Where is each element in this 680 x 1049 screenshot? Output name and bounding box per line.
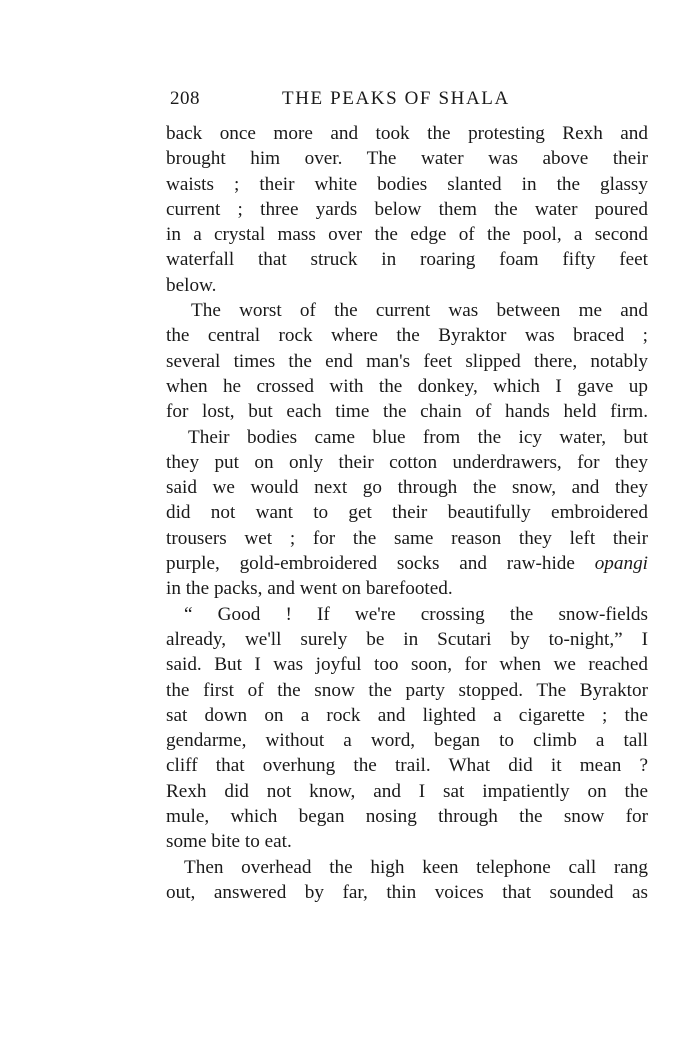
text-line: out, answered by far, thin voices that sounded as (166, 881, 648, 903)
text-line: the central rock where the Byraktor was braced ; (166, 325, 648, 347)
text-line: several times the end man's feet slipped there, notably (166, 350, 648, 372)
text-line: some bite to eat. (166, 831, 292, 853)
text-line: in a crystal mass over the edge of the pool, a second (166, 224, 648, 246)
text-line: said. But I was joyful too soon, for when we reached (166, 654, 648, 676)
body-text (166, 121, 648, 905)
text-line-main: purple, gold-embroidered socks and raw-hide (166, 553, 575, 575)
text-line: Then overhead the high keen telephone call rang (184, 856, 648, 878)
text-line: sat down on a rock and lighted a cigarette ; the (166, 704, 648, 726)
text-line: the first of the snow the party stopped. The Byraktor (166, 679, 648, 701)
text-line: already, we'll surely be in Scutari by to-night,” I (166, 628, 648, 650)
text-line: “ Good ! If we're crossing the snow-fields (184, 603, 648, 625)
text-line: in the packs, and went on barefooted. (166, 578, 453, 600)
text-line: back once more and took the protesting Rexh and (166, 123, 648, 144)
text-line: when he crossed with the donkey, which I gave up (166, 375, 648, 397)
text-line: below. (166, 274, 217, 296)
text-line: for lost, but each time the chain of hands held firm. (166, 401, 648, 423)
text-line: brought him over. The water was above their (166, 148, 648, 170)
text-line: said we would next go through the snow, and they (166, 477, 648, 499)
text-line: mule, which began nosing through the snow for (166, 806, 648, 828)
text-line: did not want to get their beautifully embroidered (166, 502, 648, 524)
text-line: current ; three yards below them the water poured (166, 198, 648, 220)
text-line: The worst of the current was between me and (191, 300, 648, 322)
text-line: they put on only their cotton underdrawers, for they (166, 451, 648, 473)
text-line: Rexh did not know, and I sat impatiently on the (166, 780, 648, 802)
text-line: trousers wet ; for the same reason they left their (166, 527, 648, 549)
running-head (170, 88, 650, 116)
text-line: cliff that overhung the trail. What did it mean ? (166, 755, 648, 777)
text-line: waterfall that struck in roaring foam fifty feet (166, 249, 648, 271)
page-number: 208 (170, 88, 200, 109)
book-title: THE PEAKS OF SHALA (282, 88, 510, 109)
italic-word: opangi (594, 553, 648, 575)
text-line: waists ; their white bodies slanted in the glassy (166, 173, 648, 195)
text-line (166, 551, 648, 576)
text-line: gendarme, without a word, began to climb a tall (166, 730, 648, 752)
text-line: Their bodies came blue from the icy water, but (188, 426, 648, 448)
